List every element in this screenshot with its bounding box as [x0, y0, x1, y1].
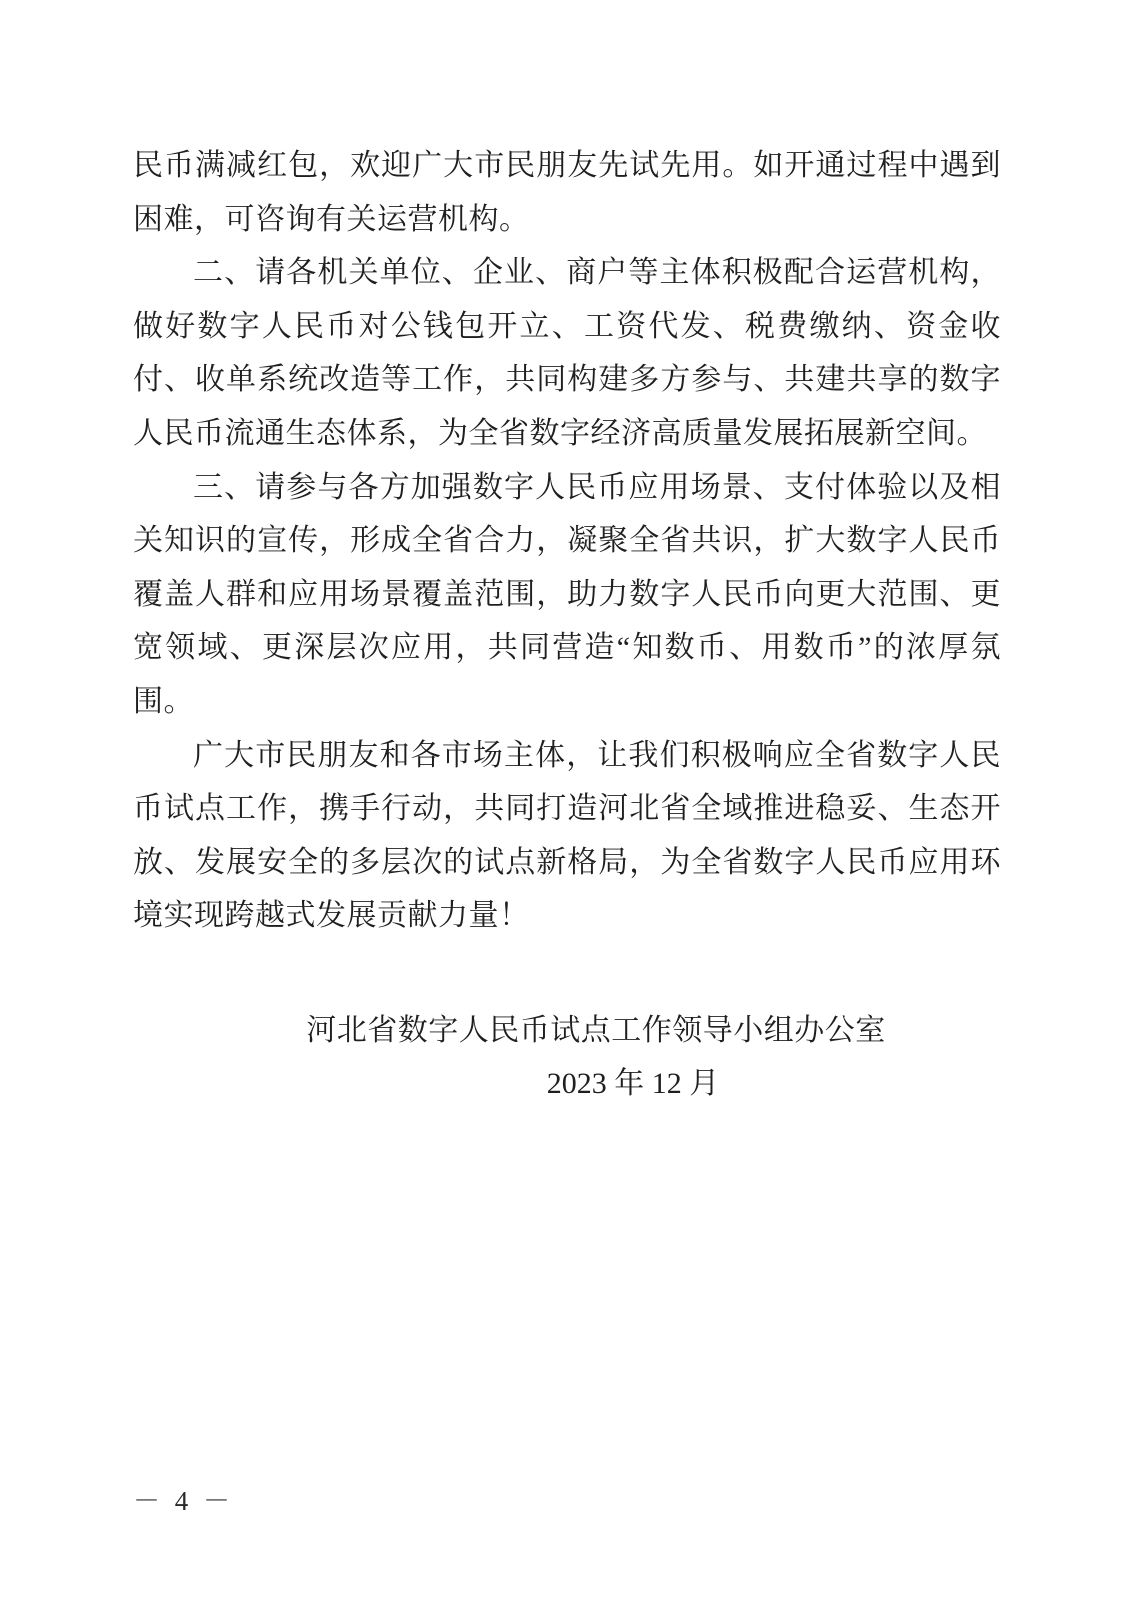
- date-line: 2023 年 12 月: [546, 1067, 720, 1100]
- page-number: － 4 －: [133, 1486, 234, 1516]
- signature-line: 河北省数字人民币试点工作领导小组办公室: [306, 1014, 886, 1047]
- body-paragraph: 三、请参与各方加强数字人民币应用场景、支付体验以及相关知识的宣传，形成全省合力，凝聚全省共识，扩大数字人民币覆盖人群和应用场景覆盖范围，助力数字人民币向更大范围、更宽领域、更深层次应用，共同营造“知数币、用数币”的浓厚氛围。: [133, 470, 1001, 718]
- document-body: [133, 139, 1001, 943]
- body-paragraph: 二、请各机关单位、企业、商户等主体积极配合运营机构，做好数字人民币对公钱包开立、工资代发、税费缴纳、资金收付、收单系统改造等工作，共同构建多方参与、共建共享的数字人民币流通生态体系，为全省数字经济高质量发展拓展新空间。: [133, 256, 1001, 450]
- body-paragraph: 民币满减红包，欢迎广大市民朋友先试先用。如开通过程中遇到困难，可咨询有关运营机构。: [133, 149, 1001, 236]
- body-paragraph: 广大市民朋友和各市场主体，让我们积极响应全省数字人民币试点工作，携手行动，共同打造河北省全域推进稳妥、生态开放、发展安全的多层次的试点新格局，为全省数字人民币应用环境实现跨越式发展贡献力量！: [133, 738, 1001, 933]
